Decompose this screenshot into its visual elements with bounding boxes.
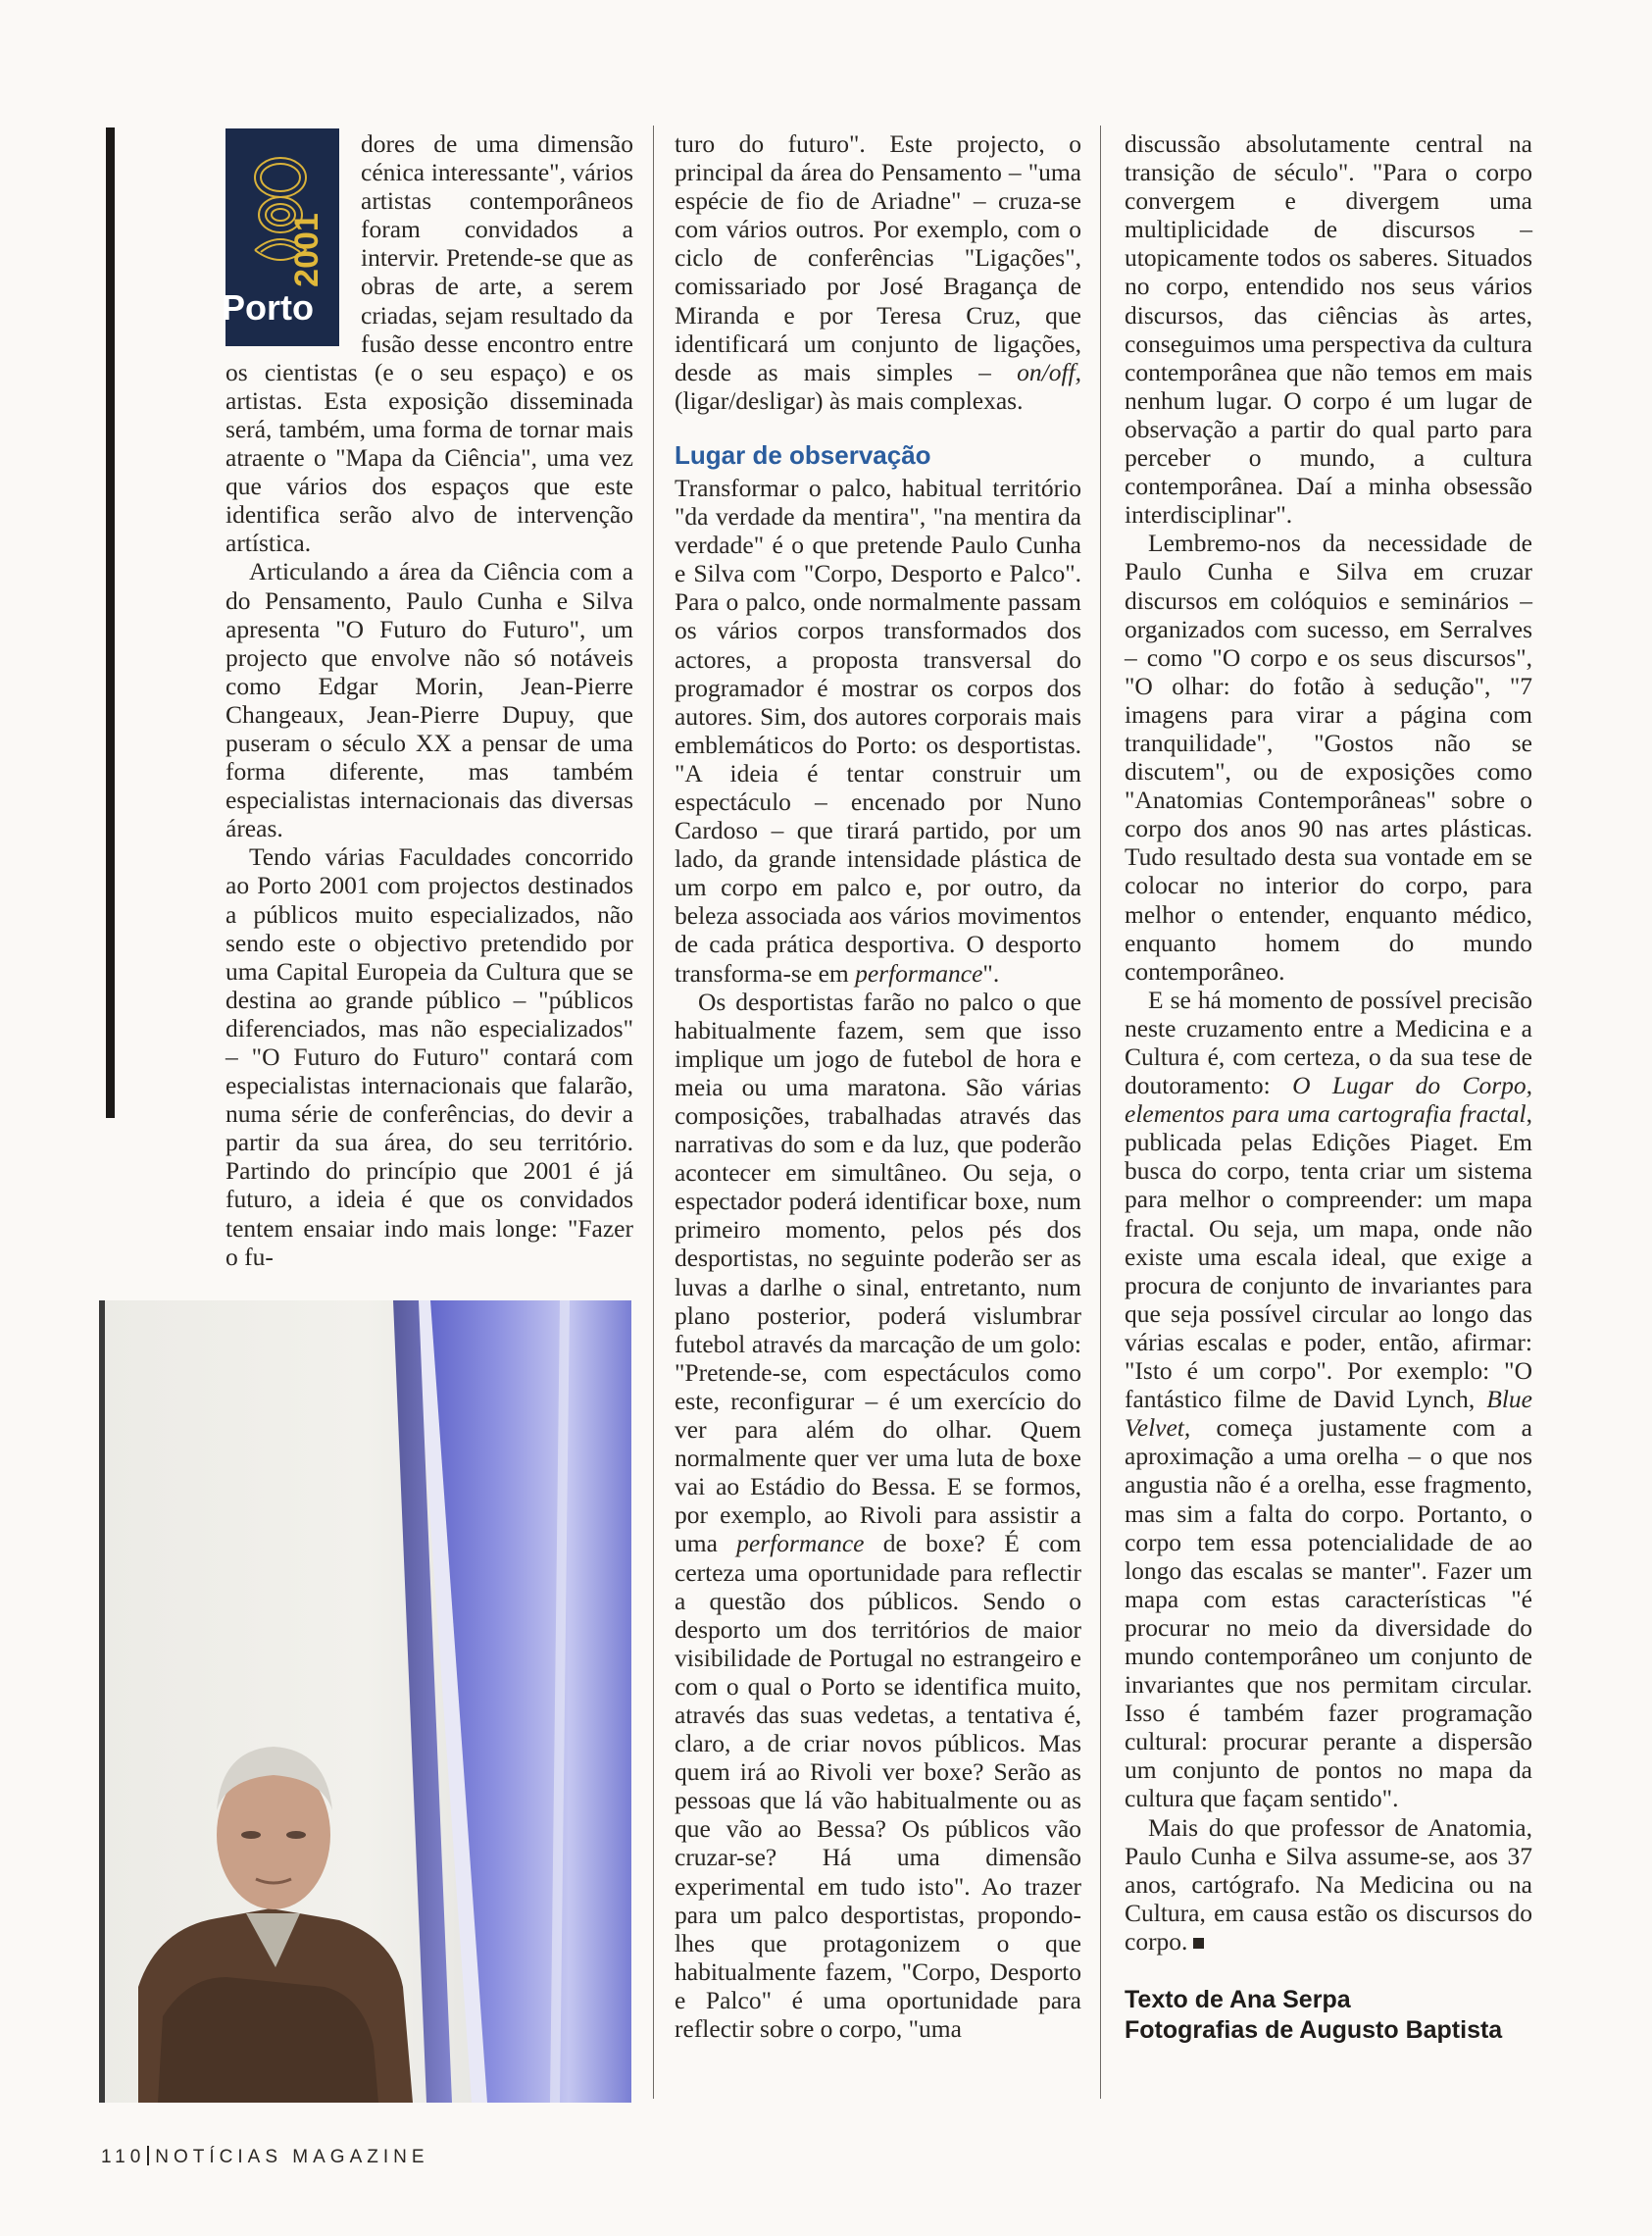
c1-paragraph-3: Tendo várias Faculdades concorrido ao Porto 2001 com projectos destinados a públicos muito especializados, não sendo este o objectivo pretendido por uma Capital Europeia da Cultura que se destina ao grande público – "públicos diferenciados, mas não especializados" – "O Futuro do Futuro" contará com especialistas internacionais que falarão, numa série de conferências, do devir a partir da sua área, do seu território. Partindo do princípio que 2001 é já futuro, a ideia é que os convidados tentem ensaiar indo mais longe: "Fazer o fu-	[225, 842, 633, 1271]
logo-year-text: 2001	[288, 213, 325, 287]
c2-paragraph-2: Transformar o palco, habitual território "da verdade da mentira", "na mentira da verdade" é o que pretende Paulo Cunha e Silva com "Corpo, Desporto e Palco". Para o palco, onde normalmente passam os vários corpos transformados dos actores, a proposta transversal do programador é mostrar os corpos dos autores. Sim, dos autores corporais mais emblemáticos do Porto: os desportistas. "A ideia é tentar construir um espectáculo – encenado por Nuno Cardoso – que tirará partido, por um lado, da grande intensidade plástica de um corpo em palco e, por outro, da beleza associada aos vários movimentos de cada prática desportiva. O desporto transforma-se em performance".	[675, 473, 1081, 988]
portrait-photo	[99, 1300, 631, 2103]
portrait-photo-image	[99, 1300, 631, 2103]
c2-italic-performance-2: performance	[736, 1529, 865, 1558]
c1-paragraph-1: dores de uma dimensão cénica interessante", vários artistas contemporâneos foram convidados a intervir. Pretende-se que as obras de arte, a serem criadas, sejam resultado da fusão desse encontro entre os cientistas (e o seu espaço) e os artistas. Esta exposição disseminada será, também, uma forma de tornar mais atraente o "Mapa da Ciência", uma vez que vários dos espaços que este identifica serão alvo de intervenção artística.	[225, 129, 633, 558]
c2-paragraph-1: turo do futuro". Este projecto, o principal da área do Pensamento – "uma espécie de fio de Ariadne" – cruza-se com vários outros. Por exemplo, com o ciclo de conferências "Ligações", comissariado por José Bragança de Miranda e por Teresa Cruz, que identificará um conjunto de ligações, desde as mais simples – on/off, (ligar/desligar) às mais complexas.	[675, 129, 1081, 415]
article-credits	[1125, 1985, 1532, 2046]
subheading: Lugar de observação	[675, 439, 931, 470]
c3-italic-thesis-title: O Lugar do Corpo, elementos para uma cartografia fractal	[1125, 1071, 1533, 1129]
column-divider-2	[1100, 126, 1101, 2099]
page-footer	[101, 2146, 429, 2168]
column-1	[225, 129, 633, 1271]
logo-city: Porto	[222, 287, 314, 328]
c3-italic-blue-velvet: Blue Velvet,	[1125, 1385, 1532, 1443]
c2-paragraph-3: Os desportistas farão no palco o que habitualmente fazem, sem que isso implique um jogo de futebol de hora e meia ou uma maratona. São várias composições, trabalhadas através das narrativas do som e da luz, que poderão acontecer em simultâneo. Ou seja, o espectador poderá identificar boxe, num primeiro momento, pelos pés dos desportistas, no seguinte poderão ser as luvas a darlhe o sinal, entretanto, num plano posterior, poderá vislumbrar futebol através da marcação de um golo: "Pretende-se, com espectáculos como este, reconfigurar – é um exercício do ver para além do olhar. Quem normalmente quer ver uma luta de boxe vai ao Estádio do Bessa. E se formos, por exemplo, ao Rivoli para assistir a uma performance de boxe? É com certeza uma oportunidade para reflectir a questão dos públicos. Sendo o desporto um dos territórios de maior visibilidade de Portugal no estrangeiro e com o qual o Porto se identifica muito, através das suas vedetas, a tentativa é, claro, a de criar novos públicos. Mas quem irá ao Rivoli ver boxe? Serão as pessoas que lá vão habitualmente ou as que vão ao Bessa? Os públicos vão cruzar-se? Há uma dimensão experimental em tudo isto". Ao trazer para um palco desportistas, propondo-lhes que protagonizem o que habitualmente fazem, "Corpo, Desporto e Palco" é uma oportunidade para reflectir sobre o corpo, "uma	[675, 987, 1081, 2043]
credit-text: Texto de Ana Serpa	[1125, 1986, 1351, 2013]
left-black-rule	[106, 127, 115, 1118]
credit-photo: Fotografias de Augusto Baptista	[1125, 2016, 1503, 2044]
end-mark-icon	[1193, 1938, 1204, 1949]
footer-separator	[147, 2146, 149, 2165]
c1-paragraph-2: Articulando a área da Ciência com a do Pensamento, Paulo Cunha e Silva apresenta "O Futuro do Futuro", um projecto que envolve não só notáveis como Edgar Morin, Jean-Pierre Changeaux, Jean-Pierre Dupuy, que puseram o século XX a pensar de uma forma diferente, mas também especialistas internacionais das diversas áreas.	[225, 557, 633, 843]
column-2	[675, 129, 1081, 2043]
c3-paragraph-2: Lembremo-nos da necessidade de Paulo Cunha e Silva em cruzar discursos em colóquios e seminários – organizados com sucesso, em Serralves – como "O corpo e os seus discursos", "O olhar: do fotão à sedução", "7 imagens para virar a página com tranquilidade", "Gostos não se discutem", ou de exposições como "Anatomias Contemporâneas" sobre o corpo dos anos 90 nas artes plásticas. Tudo resultado desta sua vontade em se colocar no interior do corpo, para melhor o entender, enquanto médico, enquanto homem do mundo contemporâneo.	[1125, 529, 1532, 986]
magazine-name: NOTÍCIAS MAGAZINE	[155, 2147, 429, 2167]
c3-paragraph-1: discussão absolutamente central na transição de século". "Para o corpo convergem e divergem uma multiplicidade de discursos – utopicamente todos os saberes. Situados no corpo, entendido nos seus vários discursos, das ciências às artes, conseguimos uma perspectiva da cultura contemporânea que não temos em mais nenhum lugar. O corpo é um lugar de observação a partir do qual parto para perceber o mundo, a cultura contemporânea. Daí a minha obsessão interdisciplinar".	[1125, 129, 1532, 530]
column-3	[1125, 129, 1532, 2046]
page-number: 110	[101, 2147, 146, 2167]
c3-paragraph-3: E se há momento de possível precisão neste cruzamento entre a Medicina e a Cultura é, com certeza, o da sua tese de doutoramento: O Lugar do Corpo, elementos para uma cartografia fractal, publicada pelas Edições Piaget. Em busca do corpo, tenta criar um sistema para melhor o compreender: um mapa fractal. Ou seja, um mapa, onde não existe uma escala ideal, que exige a procura de conjunto de invariantes para que seja possível circular ao longo das várias escalas e poder, então, afirmar: "Isto é um corpo". Por exemplo: "O fantástico filme de David Lynch, Blue Velvet, começa justamente com a aproximação a uma orelha – o que nos angustia não é a orelha, esse fragmento, mas sim a falta do corpo. Portanto, o corpo tem essa potencialidade de ao longo das escalas se manter". Fazer um mapa com estas características "é procurar no meio da diversidade do mundo contemporâneo um conjunto de invariantes que nos permitam circular. Isso é também fazer programação cultural: procurar perante a dispersão um conjunto de pontos no mapa da cultura que façam sentido".	[1125, 985, 1533, 1813]
c2-italic-onoff: on/off,	[1017, 357, 1081, 386]
c2-italic-performance: performance	[855, 958, 983, 988]
column-divider-1	[653, 126, 654, 2099]
c3-paragraph-4: Mais do que professor de Anatomia, Paulo Cunha e Silva assume-se, aos 37 anos, cartógrafo. Na Medicina ou na Cultura, em causa estão os discursos do corpo.	[1125, 1812, 1532, 1956]
logo-spacer	[225, 129, 361, 343]
